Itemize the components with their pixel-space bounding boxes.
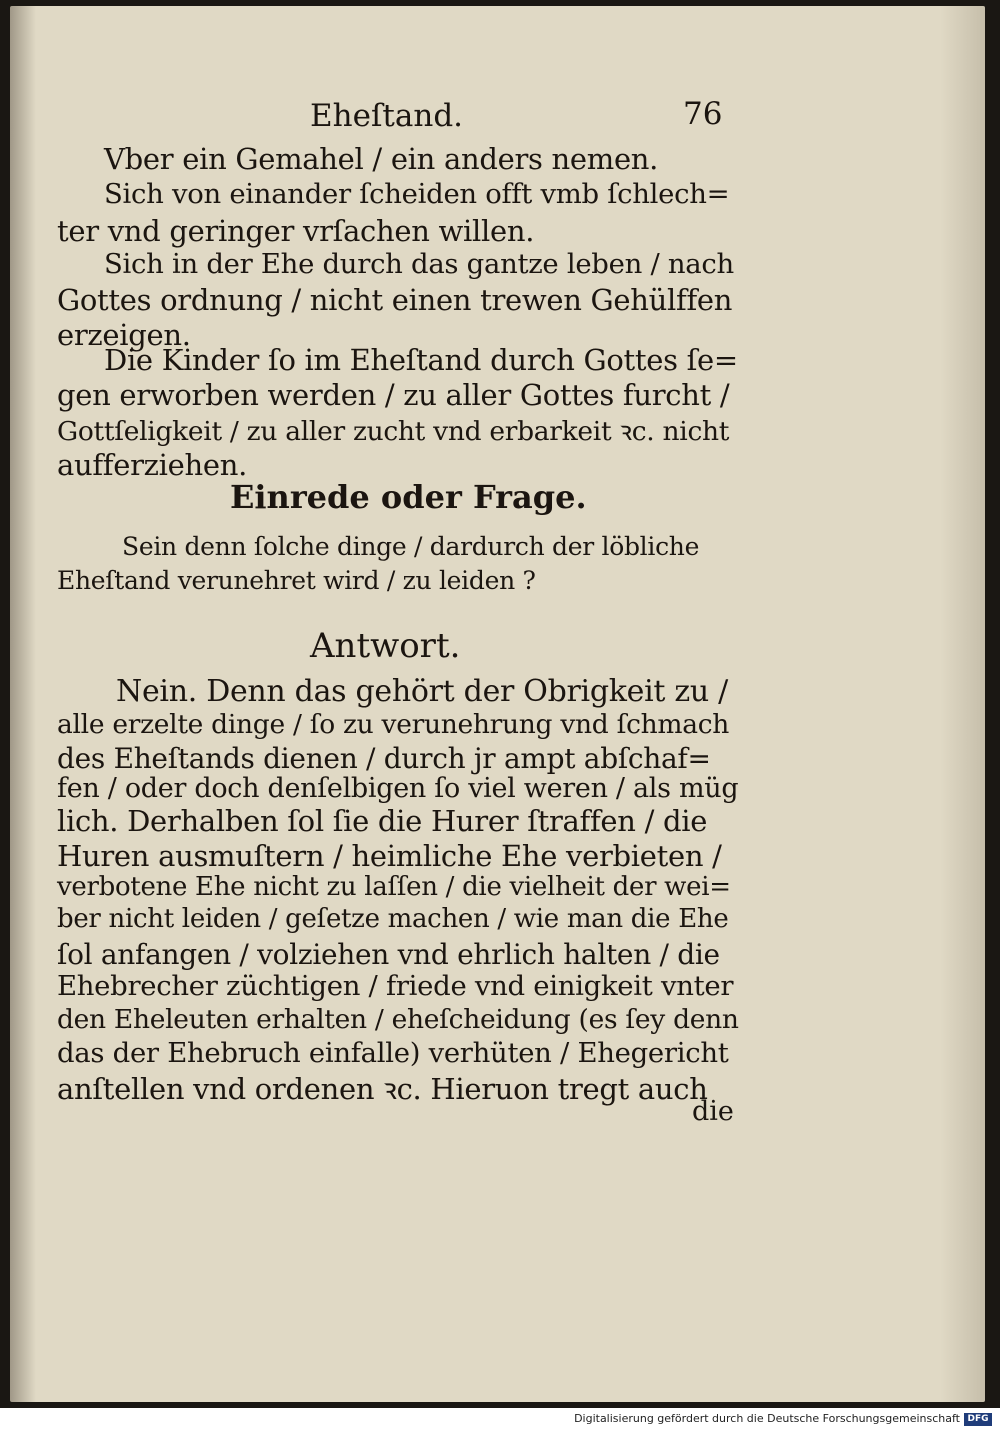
answer-line: lich. Derhalben ſol ſie die Hurer ſtraffen / die — [57, 804, 708, 838]
running-title: Eheſtand. — [310, 98, 464, 134]
text-line: Sich in der Ehe durch das gantze leben / nach — [104, 248, 734, 280]
answer-line: ſol anfangen / volziehen vnd ehrlich halten / die — [57, 938, 720, 971]
question-line: Sein denn ſolche dinge / dardurch der löbliche — [122, 532, 700, 561]
page-number: 76 — [683, 96, 723, 132]
answer-line: Ehebrecher züchtigen / friede vnd einigkeit vnter — [57, 970, 734, 1002]
text-line: Die Kinder ſo im Eheſtand durch Gottes ſe= — [104, 343, 738, 377]
answer-line: ber nicht leiden / geſetze machen / wie man die Ehe — [57, 904, 729, 934]
answer-line: anſtellen vnd ordenen ꝛc. Hieruon tregt auch — [57, 1072, 708, 1106]
catchword: die — [692, 1096, 734, 1127]
answer-line: verbotene Ehe nicht zu laſſen / die vielheit der wei= — [57, 872, 731, 902]
answer-line: alle erzelte dinge / ſo zu verunehrung vnd ſchmach — [57, 709, 730, 740]
answer-line: des Eheſtands dienen / durch jr ampt abſchaf= — [57, 742, 711, 775]
answer-line: den Eheleuten erhalten / eheſcheidung (es ſey denn — [57, 1004, 739, 1035]
heading-answer: Antwort. — [310, 626, 461, 666]
answer-line: fen / oder doch denſelbigen ſo viel weren / als müg — [57, 773, 739, 804]
question-line: Eheſtand verunehret wird / zu leiden ? — [57, 566, 536, 595]
text-line: aufferziehen. — [57, 448, 248, 482]
footer-credit: Digitalisierung gefördert durch die Deutsche Forschungsgemeinschaft — [574, 1412, 960, 1425]
heading-question: Einrede oder Frage. — [230, 478, 587, 516]
text-line: Sich von einander ſcheiden offt vmb ſchlech= — [104, 178, 730, 210]
answer-line: Nein. Denn das gehört der Obrigkeit zu / — [116, 674, 728, 709]
answer-line: Huren ausmuſtern / heimliche Ehe verbieten / — [57, 839, 722, 873]
page-edge — [940, 6, 985, 1402]
gutter-shadow — [10, 6, 36, 1402]
answer-line: das der Ehebruch einfalle) verhüten / Ehegericht — [57, 1037, 729, 1069]
dfg-logo-icon[interactable]: DFG — [964, 1413, 992, 1426]
text-line: ter vnd geringer vrſachen willen. — [57, 214, 535, 248]
text-line: Gottſeligkeit / zu aller zucht vnd erbarkeit ꝛc. nicht — [57, 416, 730, 447]
text-line: Gottes ordnung / nicht einen trewen Gehülffen — [57, 283, 733, 317]
text-line: erzeigen. — [57, 318, 191, 352]
text-line: Vber ein Gemahel / ein anders nemen. — [104, 142, 659, 176]
text-line: gen erworben werden / zu aller Gottes furcht / — [57, 378, 730, 412]
